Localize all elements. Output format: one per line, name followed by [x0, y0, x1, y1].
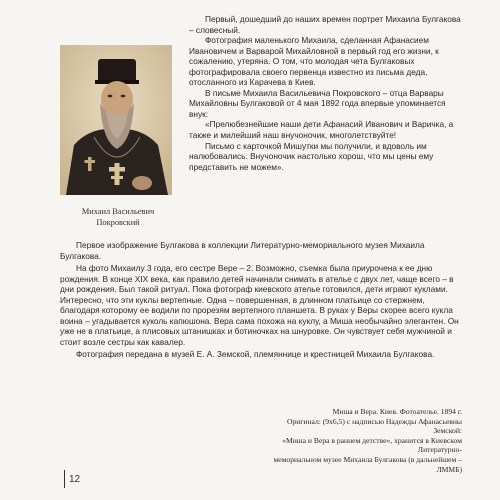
photo-caption-line: мемориальном музее Михаила Булгакова (в дальнейшем – ЛММБ) — [273, 454, 462, 474]
photo-caption-line: Миша и Вера. Киев. Фотоателье. 1894 г. — [332, 407, 462, 416]
paragraph: Фотография передана в музей Е. А. Земской, племяннице и крестницей Михаила Булгакова. — [76, 349, 435, 360]
paragraph: Первое изображение Булгакова в коллекции Литературно-мемориального музея Михаила Булгакова. — [60, 240, 425, 261]
portrait-photo — [60, 45, 172, 195]
portrait-caption — [52, 207, 184, 228]
paragraph: На фото Михаилу 3 года, его сестре Вере – 2. Возможно, съемка была приурочена к ее дню рождения. В конце XIX века, как правило детей начинали снимать в ателье с двух лет, чаще всего – в дни рождения. Был такой ритуал. Пока фотограф киевского ателье готовился, дети играют куклами. Интересно, что эти куклы вертепные. Одна – повершенная, в длинном платьице со стержнем, благодаря которому ее водили по прорезям вертепного планшета. В руках у Веры скорее всего кукла воина – угадывается куколь капюшона. Вера сама похожа на куклу, а Миша необычайно элегантен. Он уже не в платьице, а плисовых штанишках и ботиночках на шнуровке. Он чувствует себя мужчиной и стоит возле сестры как кавалер. — [60, 263, 459, 347]
top-text-column — [189, 14, 464, 172]
portrait-caption-line: Покровский — [96, 217, 140, 227]
page-number: 12 — [69, 474, 81, 485]
paragraph: Фотография маленького Михаила, сделанная Афанасием Ивановичем и Варварой Михайловной в первый год его жизни, к сожалению, утеряна. О том, что молодая чета Булгаковых фотографировала своего первенца известно из письма деда, отосланного из Карачева в Киев. — [189, 35, 439, 88]
portrait-caption-line: Михаил Васильевич — [81, 207, 155, 216]
paragraph: В письме Михаила Васильевича Покровского – отца Варвары Михайловны Булгаковой от 4 мая 1892 года впервые упоминается внук: — [189, 87, 446, 119]
letter-quote: Письмо с карточкой Мишутки мы получили, и вдоволь им налюбовались. Внучоночик настолько хорош, что мы цены ему представить не можем». — [189, 140, 434, 172]
photo-caption-line: «Миша и Вера в раннем детстве», хранится в Киевском Литературно- — [282, 435, 462, 455]
photo-caption — [258, 407, 462, 474]
letter-quote: «Прелюбезнейшие наши дети Афанасий Иванович и Варичка, а также и милейший наш внучоночик, многолетствуйте! — [189, 119, 454, 141]
photo-caption-line: Оригинал: (9х6,5) с надписью Надежды Афанасьевны Земской: — [286, 416, 462, 436]
paragraph: Первый, дошедший до наших времен портрет Михаила Булгакова – словесный. — [189, 14, 461, 35]
portrait-image — [60, 45, 172, 195]
main-text-column — [60, 240, 460, 362]
page-number-rule — [64, 470, 65, 488]
